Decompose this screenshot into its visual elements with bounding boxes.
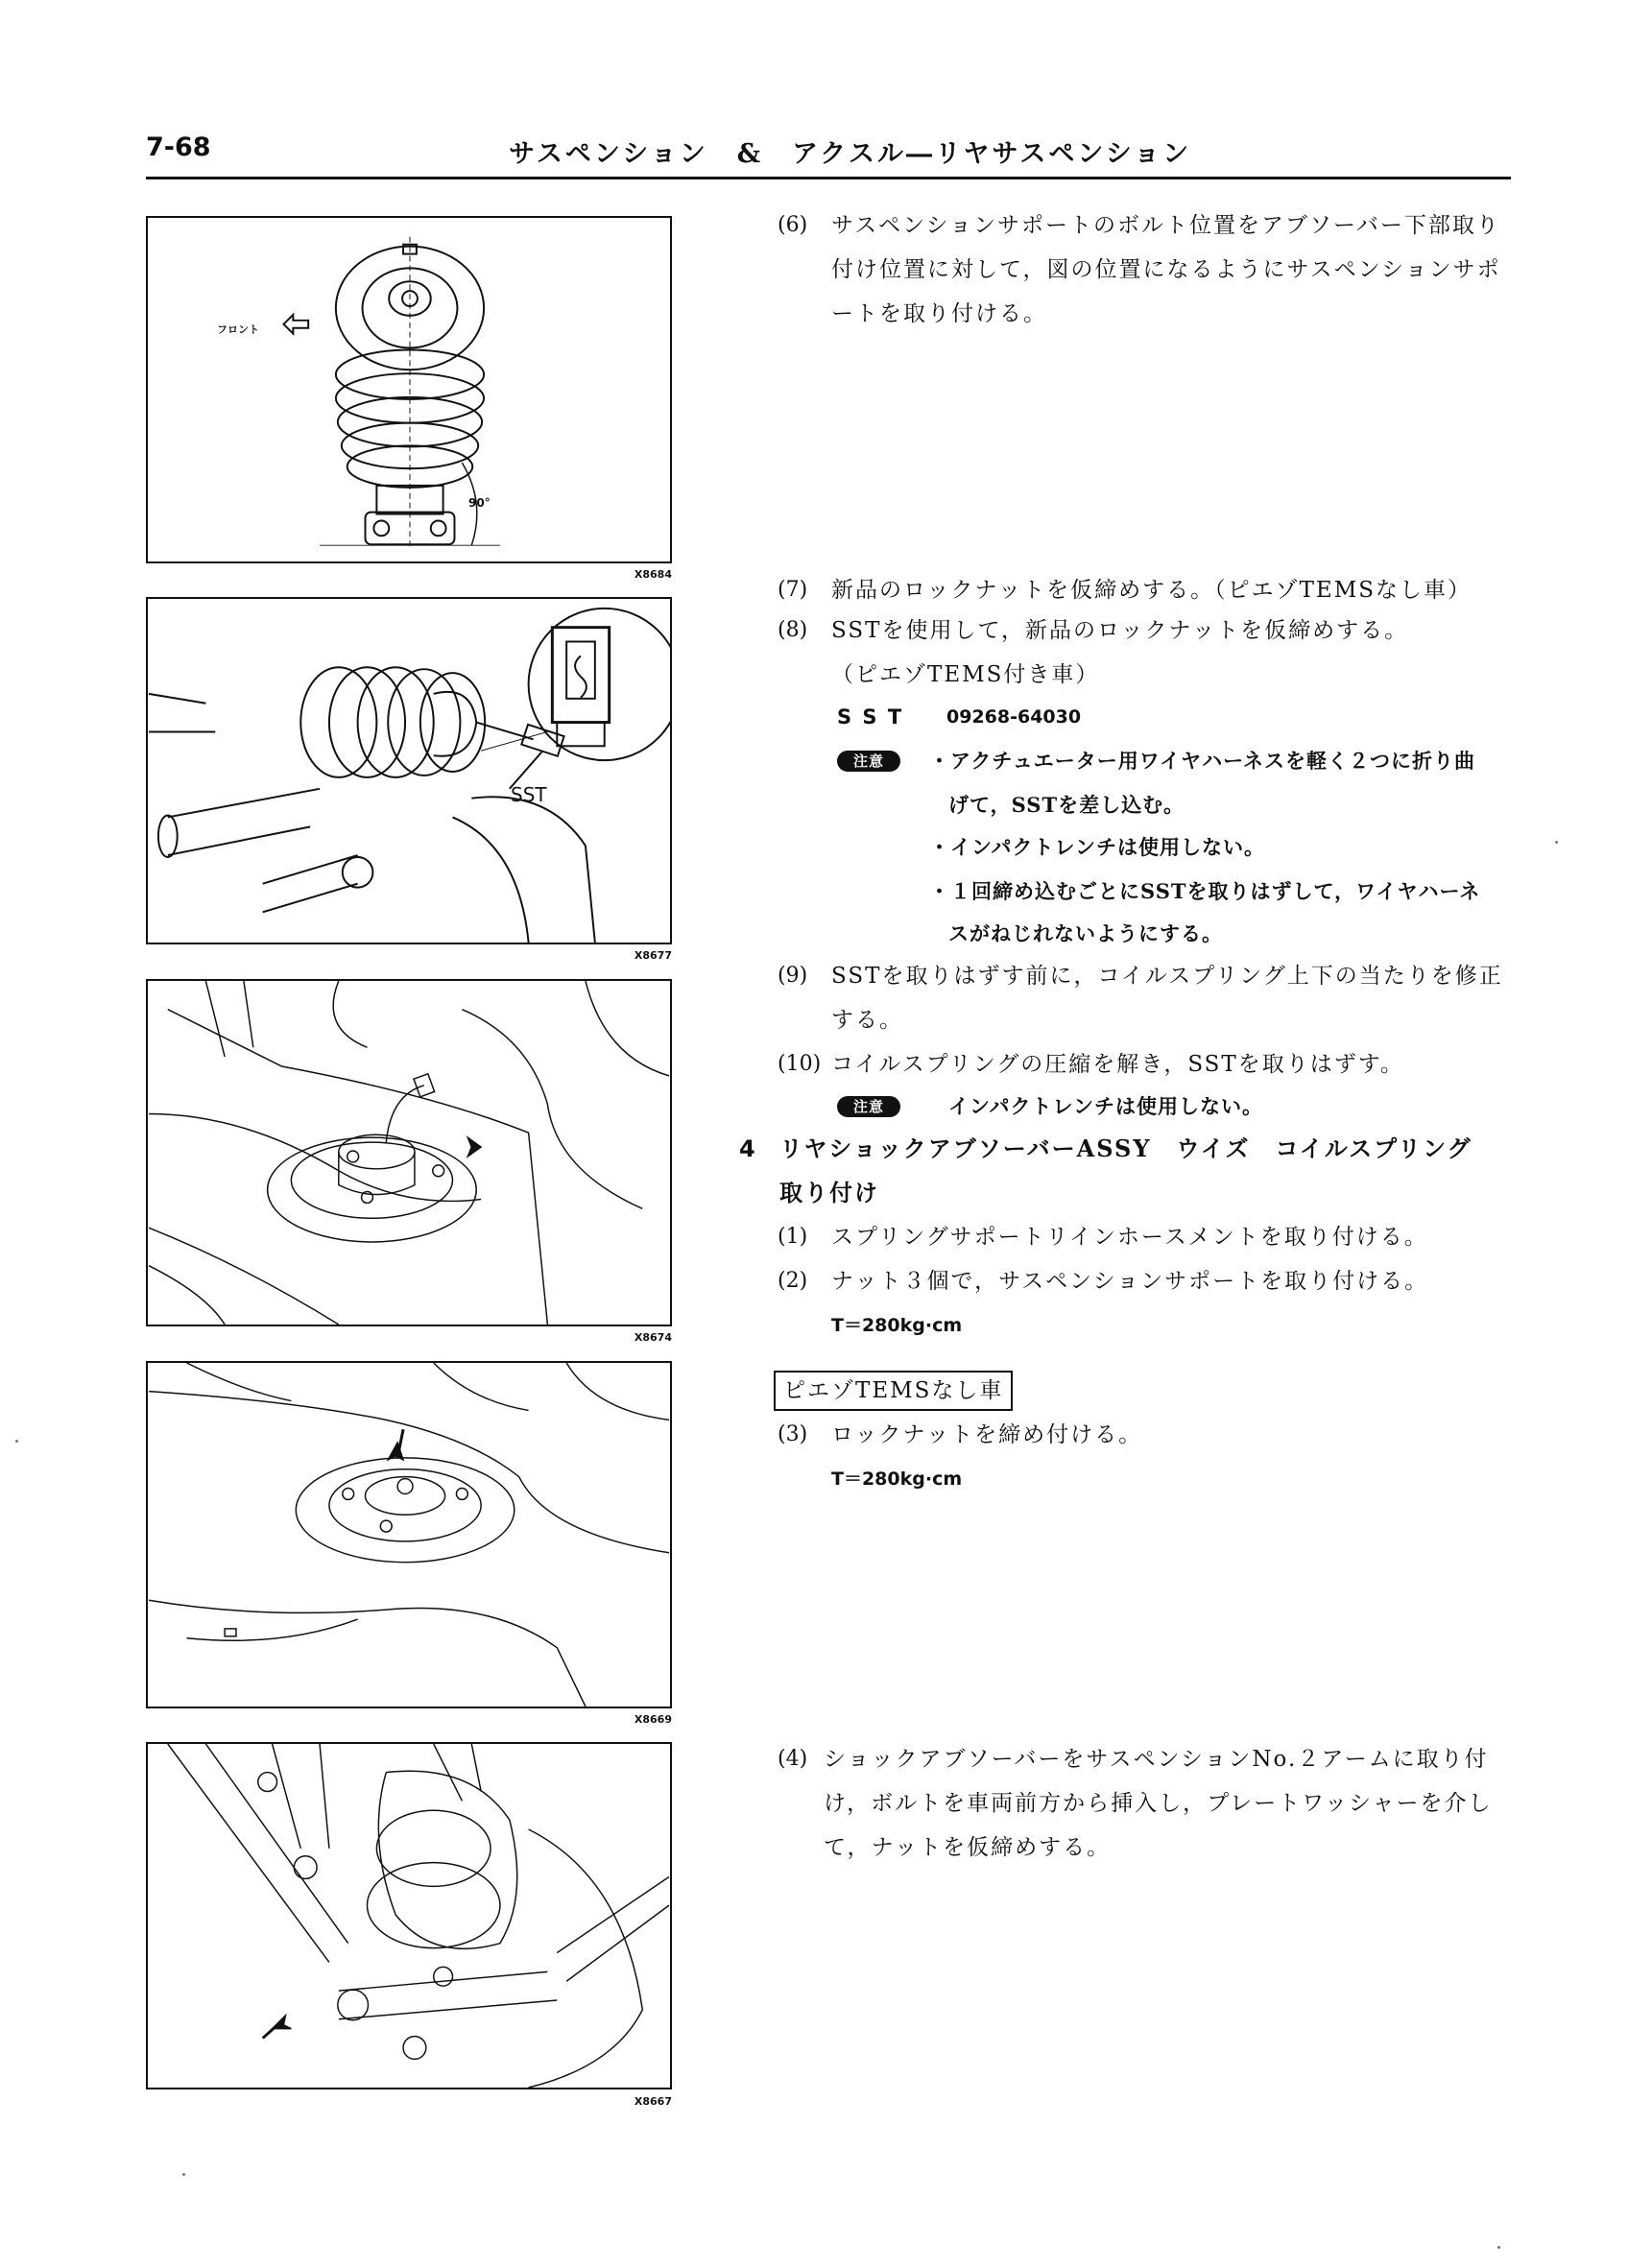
figure-sst-installation (146, 597, 672, 944)
figure-support-nuts (146, 979, 672, 1326)
step-7-text: 新品のロックナットを仮締めする。（ピエゾTEMSなし車） (831, 578, 1472, 603)
caution-note-1-cont: げて，SSTを差し込む。 (948, 793, 1185, 817)
step-4-2-number: (2) (778, 1269, 808, 1293)
step-4-1-text: スプリングサポートリインホースメントを取り付ける。 (831, 1225, 1428, 1250)
step-9-line-2: する。 (831, 1008, 903, 1033)
figure-code: X8684 (634, 568, 672, 581)
step-4-3-number: (3) (778, 1422, 808, 1446)
torque-2: T＝280kg·cm (831, 1468, 963, 1490)
figure-strut-top-view (146, 216, 672, 563)
step-4-2-text: ナット３個で，サスペンションサポートを取り付ける。 (831, 1269, 1429, 1294)
step-6-line-3: ートを取り付ける。 (831, 301, 1047, 326)
step-6-line-2: 付け位置に対して，図の位置になるようにサスペンションサポ (831, 257, 1501, 282)
caution-badge: 注意 (837, 751, 900, 772)
figure-code: X8667 (634, 2095, 672, 2108)
step-6-number: (6) (778, 213, 808, 237)
sst-label-text: S S T (837, 705, 904, 728)
step-10-number: (10) (778, 1052, 822, 1076)
step-9-line-1: SSTを取りはずす前に，コイルスプリング上下の当たりを修正 (831, 964, 1503, 989)
scan-speck (1555, 841, 1558, 844)
step-4-1-number: (1) (778, 1225, 808, 1249)
step-8-text: SSTを使用して，新品のロックナットを仮締めする。 (831, 618, 1409, 643)
figure-code: X8677 (634, 949, 672, 962)
caution-note-1: ・アクチュエーター用ワイヤハーネスを軽く２つに折り曲 (929, 749, 1476, 773)
section-4-title-2: 取り付け (779, 1179, 879, 1206)
page-number: 7-68 (146, 132, 211, 162)
step-4-4-number: (4) (778, 1747, 808, 1771)
figure-lock-nut (146, 1361, 672, 1708)
scan-speck (1497, 2246, 1500, 2249)
caution-note-2: ・インパクトレンチは使用しない。 (929, 835, 1266, 859)
step-4-4-line-1: ショックアブソーバーをサスペンションNo.２アームに取り付 (824, 1747, 1489, 1772)
scan-speck (182, 2173, 185, 2176)
step-4-4-line-2: け，ボルトを車両前方から挿入し，プレートワッシャーを介し (824, 1791, 1493, 1816)
step-6-line-1: サスペンションサポートのボルト位置をアブソーバー下部取り (831, 213, 1500, 238)
step-10-text: コイルスプリングの圧縮を解き，SSTを取りはずす。 (831, 1052, 1404, 1077)
figure-code: X8674 (634, 1331, 672, 1344)
figure-code: X8669 (634, 1713, 672, 1726)
sst-label: SST (511, 783, 547, 806)
caution-note-3-cont: スがねじれないようにする。 (948, 921, 1223, 945)
figure-arm-connection (146, 1742, 672, 2089)
step-8-number: (8) (778, 618, 808, 642)
scan-speck (15, 1440, 18, 1443)
variant-box: ピエゾTEMSなし車 (774, 1371, 1013, 1411)
header-rule (146, 177, 1511, 179)
step-4-4-line-3: て，ナットを仮締めする。 (824, 1835, 1112, 1860)
sst-number: 09268-64030 (946, 706, 1082, 728)
angle-label: 90° (468, 496, 491, 510)
caution-2-text: インパクトレンチは使用しない。 (948, 1094, 1264, 1118)
page-title: サスペンション & アクスル―リヤサスペンション (509, 139, 1192, 169)
caution-badge-2: 注意 (837, 1096, 900, 1117)
section-4-title-1: リヤショックアブソーバーASSY ウイズ コイルスプリング (779, 1134, 1472, 1162)
torque-1: T＝280kg·cm (831, 1315, 963, 1336)
step-9-number: (9) (778, 964, 808, 988)
section-4-number: 4 (739, 1135, 755, 1162)
caution-note-3: ・１回締め込むごとにSSTを取りはずして，ワイヤハーネ (929, 879, 1481, 903)
front-label: フロント (217, 323, 259, 336)
step-7-number: (7) (778, 578, 808, 602)
step-8-sub: （ピエゾTEMS付き車） (831, 662, 1100, 687)
step-4-3-text: ロックナットを締め付ける。 (831, 1422, 1143, 1447)
